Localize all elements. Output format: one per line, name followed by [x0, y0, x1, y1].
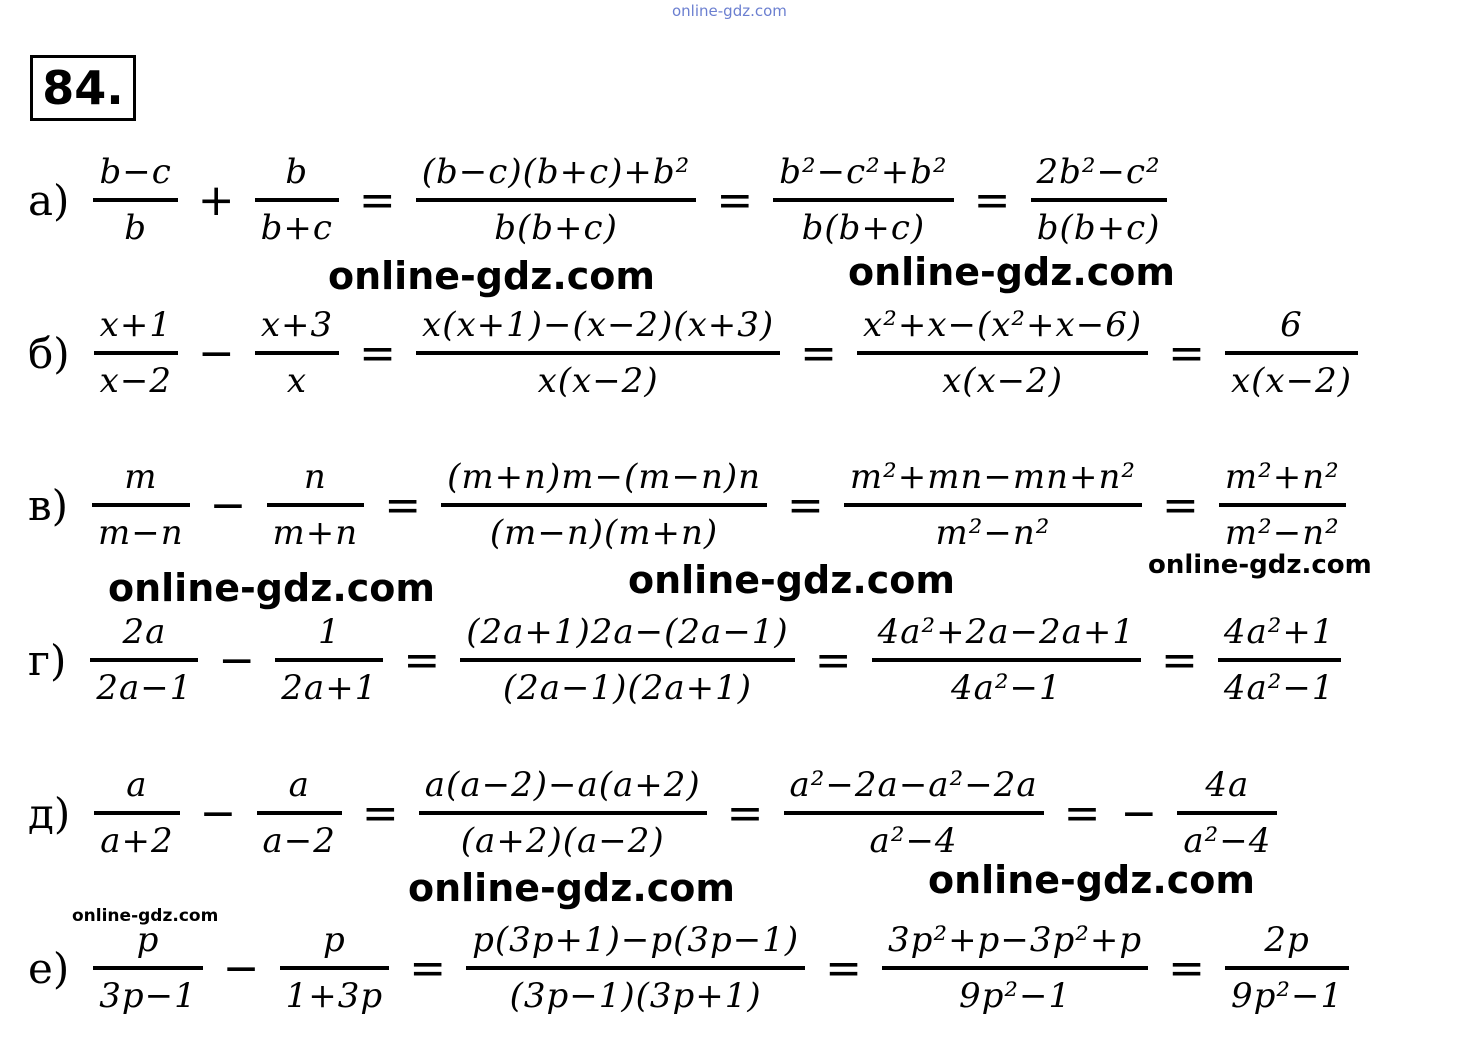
operator: =: [716, 174, 754, 226]
denominator: b(b+c): [494, 208, 618, 248]
fraction: [1177, 763, 1277, 863]
denominator: x(x−2): [1230, 361, 1352, 401]
operator: =: [384, 479, 422, 531]
operator: −: [199, 787, 237, 839]
problem-number: 84.: [30, 55, 136, 121]
operator: =: [358, 174, 396, 226]
fraction-bar: [466, 966, 805, 970]
operator: =: [787, 479, 824, 531]
fraction-bar: [93, 966, 203, 970]
denominator: 9p²−1: [1230, 976, 1344, 1016]
fraction-bar: [90, 658, 198, 662]
watermark: online-gdz.com: [628, 558, 955, 602]
operator: =: [814, 634, 852, 686]
fraction-bar: [92, 503, 190, 507]
denominator: a²−4: [869, 821, 958, 861]
numerator: a: [126, 764, 148, 805]
row-label: б): [28, 328, 70, 378]
watermark: online-gdz.com: [408, 866, 735, 910]
fraction: [441, 455, 767, 555]
fraction: [416, 303, 780, 403]
fraction: [255, 303, 339, 403]
numerator: p: [136, 919, 160, 960]
denominator: x: [286, 361, 308, 401]
watermark: online-gdz.com: [1148, 550, 1372, 580]
numerator: a: [288, 764, 310, 805]
fraction-bar: [416, 351, 780, 355]
numerator: x(x+1)−(x−2)(x+3): [422, 304, 775, 345]
fraction: [1031, 150, 1167, 250]
operator: =: [361, 787, 399, 839]
numerator: x+1: [99, 304, 172, 345]
fraction: [93, 918, 203, 1018]
denominator: 4a²−1: [1223, 668, 1335, 708]
equation-row: [28, 455, 1356, 555]
denominator: x−2: [99, 361, 172, 401]
fraction: [1225, 918, 1349, 1018]
fraction: [1219, 455, 1346, 555]
equation-row: [28, 918, 1359, 1018]
numerator: 3p²+p−3p²+p: [888, 919, 1143, 960]
fraction: [872, 610, 1141, 710]
numerator: 4a²+2a−2a+1: [877, 611, 1136, 652]
fraction: [857, 303, 1148, 403]
fraction-bar: [94, 351, 178, 355]
numerator: 1: [317, 611, 341, 652]
operator: =: [1168, 942, 1205, 994]
numerator: m²+mn−mn+n²: [849, 456, 1137, 497]
denominator: m−n: [98, 513, 184, 553]
numerator: a(a−2)−a(a+2): [424, 764, 701, 805]
denominator: x(x−2): [537, 361, 659, 401]
equation-row: [28, 763, 1287, 863]
fraction-bar: [784, 811, 1044, 815]
denominator: b(b+c): [1036, 208, 1161, 248]
numerator: b²−c²+b²: [779, 151, 948, 192]
fraction-bar: [255, 351, 339, 355]
numerator: a²−2a−a²−2a: [789, 764, 1038, 805]
fraction: [280, 918, 390, 1018]
watermark: online-gdz.com: [108, 566, 435, 610]
fraction: [416, 150, 697, 250]
top-watermark: online-gdz.com: [672, 2, 787, 20]
denominator: b: [124, 208, 147, 248]
numerator: 2p: [1264, 919, 1310, 960]
fraction: [94, 763, 179, 863]
row-label: в): [28, 480, 69, 530]
numerator: 2b²−c²: [1036, 151, 1161, 192]
watermark: online-gdz.com: [848, 250, 1175, 294]
numerator: m: [124, 456, 158, 497]
numerator: 4a²+1: [1223, 611, 1335, 652]
fraction: [1218, 610, 1341, 710]
fraction-bar: [1225, 966, 1349, 970]
denominator: a+2: [100, 821, 174, 861]
fraction: [773, 150, 953, 250]
fraction: [466, 918, 805, 1018]
fraction-bar: [773, 198, 953, 202]
operator: =: [800, 327, 838, 379]
numerator: (b−c)(b+c)+b²: [421, 151, 691, 192]
fraction-bar: [275, 658, 383, 662]
fraction: [275, 610, 383, 710]
numerator: n: [303, 456, 327, 497]
operator: =: [726, 787, 764, 839]
numerator: p: [323, 919, 346, 960]
denominator: 9p²−1: [958, 976, 1072, 1016]
fraction: [94, 303, 178, 403]
denominator: 4a²−1: [950, 668, 1062, 708]
numerator: m²+n²: [1224, 456, 1340, 497]
numerator: 4a: [1205, 764, 1250, 805]
denominator: m²−n²: [1224, 513, 1340, 553]
fraction-bar: [1177, 811, 1277, 815]
denominator: (a+2)(a−2): [460, 821, 665, 861]
fraction-bar: [1225, 351, 1358, 355]
operator: −: [222, 942, 260, 994]
fraction-bar: [416, 198, 697, 202]
fraction-bar: [257, 811, 342, 815]
operator: −: [209, 479, 247, 531]
denominator: x(x−2): [942, 361, 1064, 401]
fraction-bar: [1218, 658, 1341, 662]
fraction: [257, 763, 342, 863]
operator: =: [1063, 787, 1101, 839]
denominator: 2a+1: [281, 668, 378, 708]
watermark: online-gdz.com: [328, 254, 655, 298]
denominator: b(b+c): [801, 208, 926, 248]
operator: −: [197, 327, 235, 379]
row-label: а): [28, 175, 70, 225]
fraction-bar: [419, 811, 707, 815]
fraction: [90, 610, 198, 710]
denominator: a²−4: [1183, 821, 1272, 861]
fraction-bar: [872, 658, 1141, 662]
operator: =: [1168, 327, 1205, 379]
fraction: [460, 610, 795, 710]
fraction: [267, 455, 365, 555]
fraction: [784, 763, 1044, 863]
fraction-bar: [93, 198, 177, 202]
numerator: b−c: [99, 151, 172, 192]
numerator: x+3: [260, 304, 334, 345]
operator: −: [1120, 787, 1158, 839]
row-label: д): [28, 788, 71, 838]
operator: =: [403, 634, 441, 686]
watermark: online-gdz.com: [928, 858, 1255, 902]
denominator: 3p−1: [99, 976, 197, 1016]
fraction: [1225, 303, 1358, 403]
row-label: е): [28, 943, 70, 993]
denominator: (2a−1)(2a+1): [502, 668, 752, 708]
fraction-bar: [280, 966, 390, 970]
fraction-bar: [460, 658, 795, 662]
fraction-bar: [1219, 503, 1346, 507]
numerator: b: [285, 151, 309, 192]
operator: =: [1161, 634, 1198, 686]
fraction-bar: [857, 351, 1148, 355]
fraction: [92, 455, 190, 555]
fraction-bar: [882, 966, 1148, 970]
denominator: a−2: [262, 821, 336, 861]
watermark: online-gdz.com: [72, 906, 219, 926]
denominator: b+c: [260, 208, 333, 248]
fraction-bar: [441, 503, 767, 507]
row-label: г): [28, 635, 67, 685]
denominator: 2a−1: [96, 668, 193, 708]
denominator: (m−n)(m+n): [489, 513, 719, 553]
fraction: [419, 763, 707, 863]
numerator: 6: [1280, 304, 1303, 345]
fraction-bar: [94, 811, 179, 815]
operator: +: [197, 174, 235, 226]
numerator: p(3p+1)−p(3p−1): [472, 919, 800, 960]
equation-row: [28, 610, 1351, 710]
denominator: 1+3p: [285, 976, 384, 1016]
operator: =: [409, 942, 447, 994]
fraction: [882, 918, 1148, 1018]
fraction: [255, 150, 339, 250]
equation-row: [28, 150, 1177, 250]
fraction: [93, 150, 177, 250]
fraction-bar: [255, 198, 339, 202]
fraction: [844, 455, 1142, 555]
numerator: (m+n)m−(m−n)n: [447, 456, 761, 497]
operator: =: [973, 174, 1011, 226]
fraction-bar: [267, 503, 365, 507]
numerator: 2a: [122, 611, 167, 652]
operator: −: [218, 634, 256, 686]
denominator: m²−n²: [935, 513, 1051, 553]
equation-row: [28, 303, 1368, 403]
fraction-bar: [844, 503, 1142, 507]
numerator: x²+x−(x²+x−6): [863, 304, 1143, 345]
denominator: (3p−1)(3p+1): [509, 976, 762, 1016]
fraction-bar: [1031, 198, 1167, 202]
operator: =: [825, 942, 863, 994]
denominator: m+n: [272, 513, 359, 553]
operator: =: [359, 327, 397, 379]
numerator: (2a+1)2a−(2a−1): [466, 611, 789, 652]
operator: =: [1162, 479, 1199, 531]
